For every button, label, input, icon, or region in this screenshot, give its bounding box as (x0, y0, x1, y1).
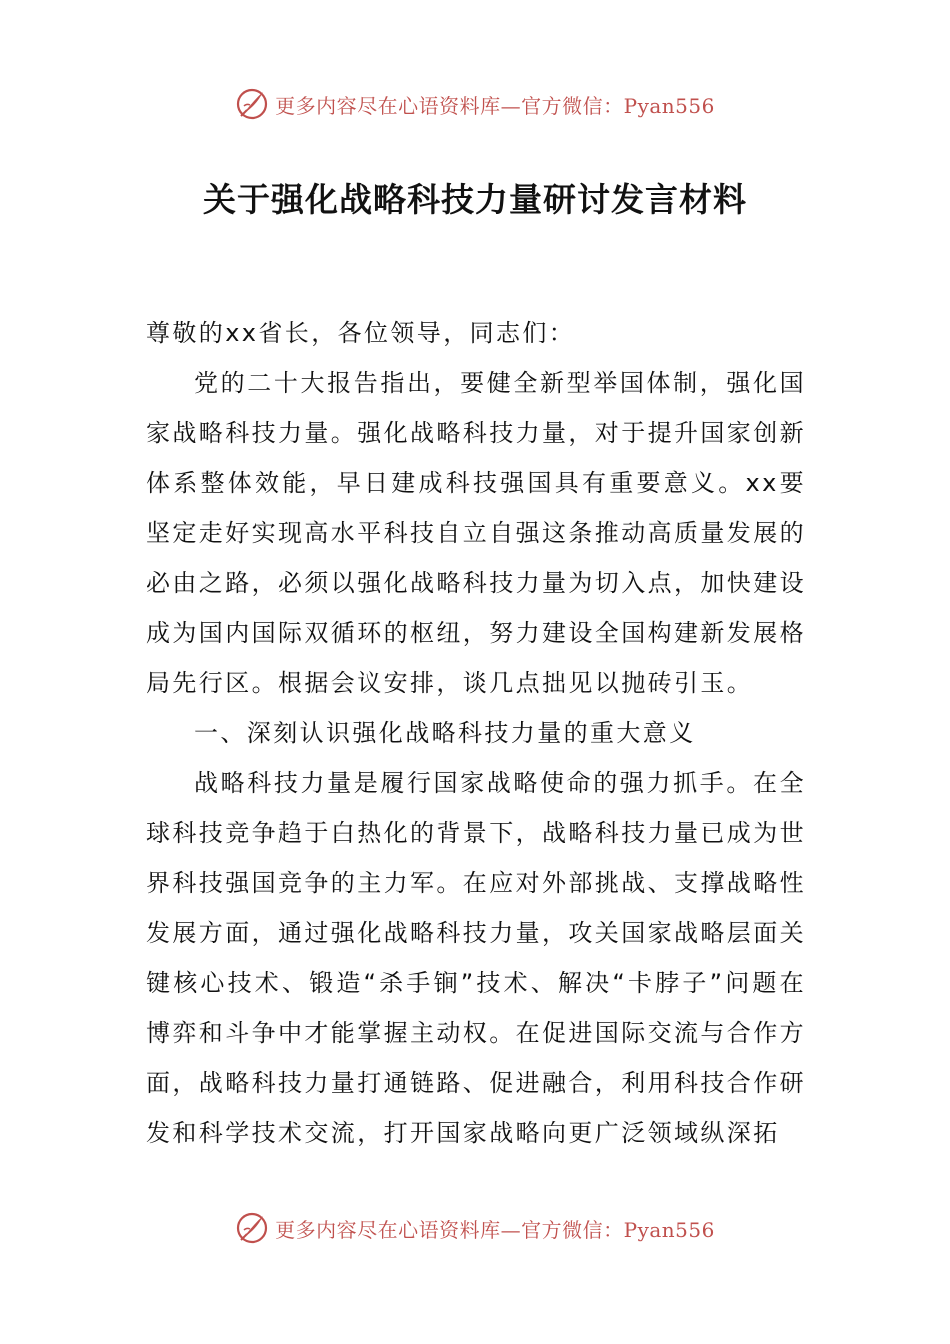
section-paragraph: 战略科技力量是履行国家战略使命的强力抓手。在全球科技竞争趋于白热化的背景下，战略科技力量已成为世界科技强国竞争的主力军。在应对外部挑战、支撑战略性发展方面，通过强化战略科技力量，攻关国家战略层面关键核心技术、锻造“杀手锏”技术、解决“卡脖子”问题在博弈和斗争中才能掌握主动权。在促进国际交流与合作方面，战略科技力量打通链路、促进融合，利用科技合作研发和科学技术交流，打开国家战略向更广泛领域纵深拓 (146, 769, 806, 1147)
salutation: 尊敬的xx省长，各位领导，同志们： (146, 319, 576, 347)
feather-pen-logo-icon (235, 1211, 269, 1245)
feather-pen-logo-icon (235, 87, 269, 121)
footer-watermark (0, 1208, 950, 1248)
document-title: 关于强化战略科技力量研讨发言材料 (203, 180, 747, 219)
paragraph: 党的二十大报告指出，要健全新型举国体制，强化国家战略科技力量。强化战略科技力量，对于提升国家创新体系整体效能，早日建成科技强国具有重要意义。xx要坚定走好实现高水平科技自立自强这条推动高质量发展的必由之路，必须以强化战略科技力量为切入点，加快建设成为国内国际双循环的枢纽，努力建设全国构建新发展格局先行区。根据会议安排，谈几点拙见以抛砖引玉。 (146, 369, 806, 697)
watermark-text: 更多内容尽在心语资料库—官方微信：Pyan556 (275, 93, 715, 118)
document-body (146, 308, 806, 1158)
header-watermark (0, 84, 950, 124)
watermark-text: 更多内容尽在心语资料库—官方微信：Pyan556 (275, 1217, 715, 1242)
section-heading: 一、深刻认识强化战略科技力量的重大意义 (194, 719, 696, 747)
